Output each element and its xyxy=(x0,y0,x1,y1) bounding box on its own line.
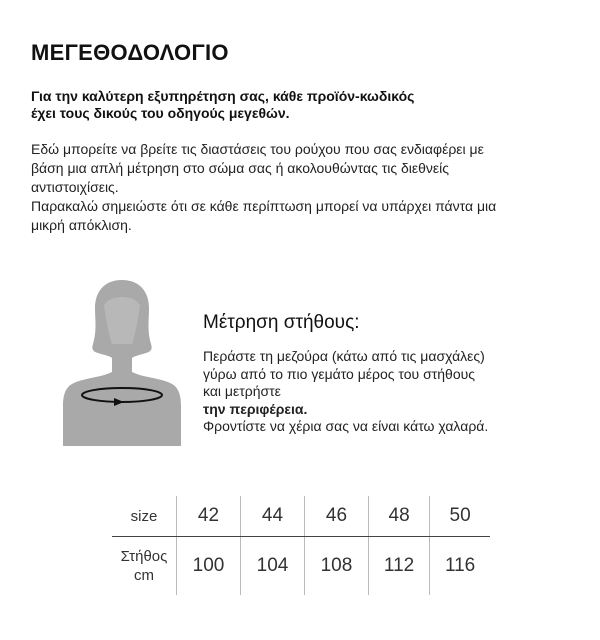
chest-cell: 108 xyxy=(304,537,368,596)
chest-row-label xyxy=(112,537,177,596)
intro-line: αντιστοιχίσεις. xyxy=(31,179,119,195)
chest-measurement-figure xyxy=(62,278,182,446)
chest-cell: 100 xyxy=(177,537,241,596)
instruction-emphasis: την περιφέρεια. xyxy=(203,400,308,417)
page-title: ΜΕΓΕΘΟΔΟΛΟΓΙΟ xyxy=(31,40,229,65)
size-cell: 50 xyxy=(430,496,490,537)
intro-line: Παρακαλώ σημειώστε ότι σε κάθε περίπτωση μπορεί να υπάρχει πάντα μια xyxy=(31,198,497,214)
size-row xyxy=(112,496,490,537)
chest-cell: 116 xyxy=(430,537,490,596)
subtitle-line: Για την καλύτερη εξυπηρέτηση σας, κάθε προϊόν-κωδικός xyxy=(31,88,415,104)
size-cell: 46 xyxy=(304,496,368,537)
instruction-line: Περάστε τη μεζούρα (κάτω από τις μασχάλες) xyxy=(203,348,485,364)
intro-line: μικρή απόκλιση. xyxy=(31,217,132,233)
size-row-label: size xyxy=(112,496,177,537)
subtitle xyxy=(31,88,551,122)
size-cell: 44 xyxy=(240,496,304,537)
intro-paragraph xyxy=(31,140,561,235)
size-chart-table xyxy=(112,496,490,595)
intro-line: Εδώ μπορείτε να βρείτε τις διαστάσεις του ρούχου που σας ενδιαφέρει με xyxy=(31,141,484,157)
size-cell: 42 xyxy=(177,496,241,537)
measurement-heading: Μέτρηση στήθους: xyxy=(203,312,360,333)
measurement-instructions xyxy=(203,348,573,436)
chest-unit: cm xyxy=(134,567,154,584)
chest-cell: 104 xyxy=(240,537,304,596)
size-cell: 48 xyxy=(368,496,429,537)
instruction-text: και μετρήστε xyxy=(203,383,281,399)
chest-row xyxy=(112,537,490,596)
instruction-line: Φροντίστε να χέρια σας να είναι κάτω χαλαρά. xyxy=(203,418,489,434)
instruction-line xyxy=(203,383,573,418)
chest-label: Στήθος xyxy=(120,548,168,565)
intro-line: βάση μια απλή μέτρηση στο σώμα σας ή ακολουθώντας τις διεθνείς xyxy=(31,160,450,176)
subtitle-line: έχει τους δικούς του οδηγούς μεγεθών. xyxy=(31,105,290,121)
chest-cell: 112 xyxy=(368,537,429,596)
instruction-line: γύρω από το πιο γεμάτο μέρος του στήθους xyxy=(203,365,476,382)
